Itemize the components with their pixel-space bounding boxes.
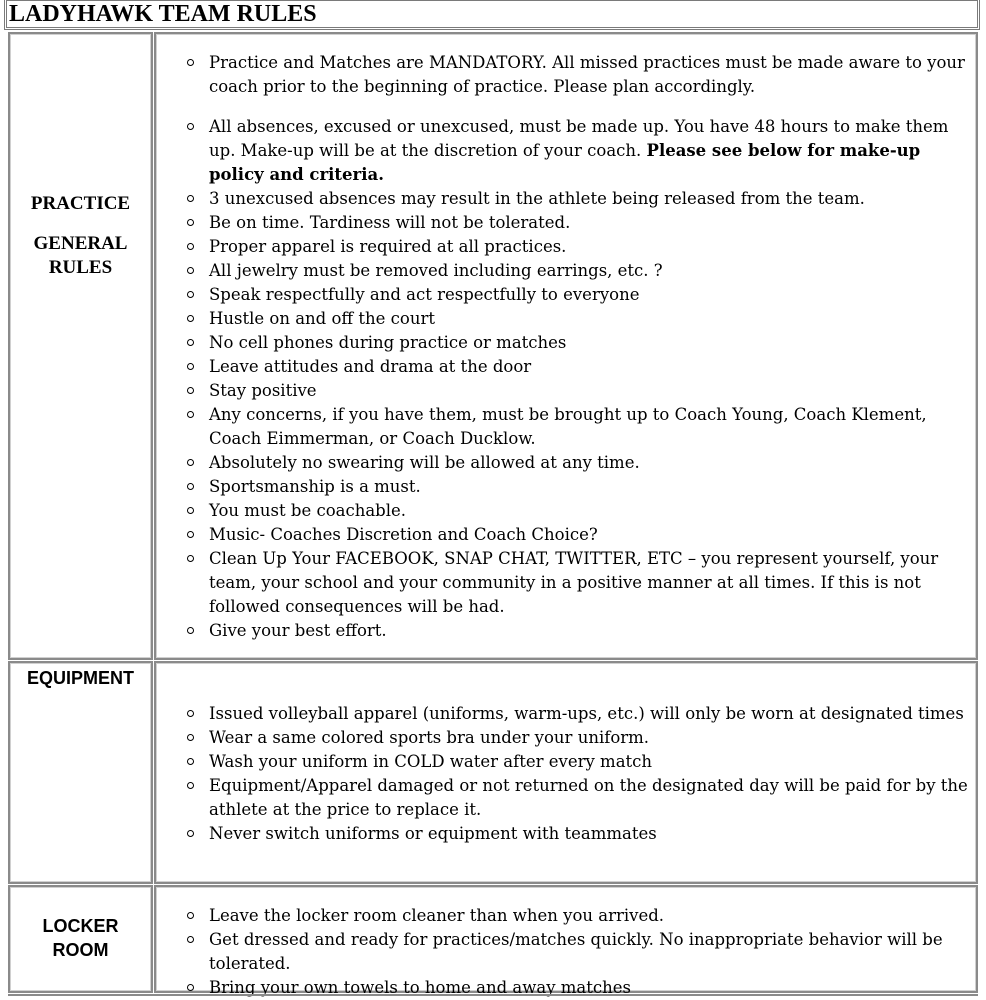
list-item: Leave the locker room cleaner than when you arrived. <box>156 904 976 928</box>
equipment-rules-cell <box>154 661 978 884</box>
bullet-icon <box>187 936 194 943</box>
practice-label <box>10 192 151 280</box>
list-item: Absolutely no swearing will be allowed at any time. <box>156 451 976 475</box>
list-item: Be on time. Tardiness will not be tolerated. <box>156 211 976 235</box>
bullet-icon <box>187 387 194 394</box>
equipment-label-cell <box>8 661 153 884</box>
bullet-icon <box>187 483 194 490</box>
list-item: All absences, excused or unexcused, must be made up. You have 48 hours to make them up. Make-up will be at the discretion of your coach. Please see below for make-up policy and criteria. <box>156 115 976 187</box>
list-item: You must be coachable. <box>156 499 976 523</box>
list-item: Practice and Matches are MANDATORY. All missed practices must be made aware to your coach prior to the beginning of practice. Please plan accordingly. <box>156 51 976 99</box>
bullet-icon <box>187 411 194 418</box>
bullet-icon <box>187 734 194 741</box>
list-item: Hustle on and off the court <box>156 307 976 331</box>
equipment-rules-list <box>156 663 976 846</box>
bullet-icon <box>187 315 194 322</box>
equipment-label: EQUIPMENT <box>26 668 134 688</box>
bullet-icon <box>187 555 194 562</box>
list-item: Wash your uniform in COLD water after every match <box>156 750 976 774</box>
list-item: Stay positive <box>156 379 976 403</box>
list-item: Equipment/Apparel damaged or not returned on the designated day will be paid for by the athlete at the price to replace it. <box>156 774 976 822</box>
document-title: LADYHAWK TEAM RULES <box>6 0 978 28</box>
list-item: Sportsmanship is a must. <box>156 475 976 499</box>
bullet-icon <box>187 195 194 202</box>
locker-room-label-line1: LOCKER <box>42 916 119 936</box>
bullet-icon <box>187 912 194 919</box>
bullet-icon <box>187 291 194 298</box>
list-item: Music- Coaches Discretion and Coach Choice? <box>156 523 976 547</box>
practice-label-cell <box>8 32 153 660</box>
practice-label-line1: PRACTICE <box>30 193 131 214</box>
bullet-icon <box>187 123 194 130</box>
locker-room-label <box>10 914 151 962</box>
bullet-icon <box>187 758 194 765</box>
list-item: Clean Up Your FACEBOOK, SNAP CHAT, TWITTER, ETC – you represent yourself, your team, your school and your community in a positive manner at all times. If this is not followed consequences will be had. <box>156 547 976 619</box>
bullet-icon <box>187 984 194 991</box>
bullet-icon <box>187 243 194 250</box>
bullet-icon <box>187 507 194 514</box>
practice-label-line3: RULES <box>48 257 113 278</box>
bullet-icon <box>187 59 194 66</box>
bullet-icon <box>187 459 194 466</box>
bullet-icon <box>187 219 194 226</box>
locker-room-label-line2: ROOM <box>52 940 109 960</box>
locker-room-rules-list <box>156 887 976 1000</box>
list-item: Bring your own towels to home and away matches <box>156 976 976 1000</box>
list-item: Proper apparel is required at all practices. <box>156 235 976 259</box>
list-item: Get dressed and ready for practices/matches quickly. No inappropriate behavior will be tolerated. <box>156 928 976 976</box>
bullet-icon <box>187 267 194 274</box>
bullet-icon <box>187 710 194 717</box>
list-item: No cell phones during practice or matches <box>156 331 976 355</box>
bullet-icon <box>187 531 194 538</box>
list-item: Issued volleyball apparel (uniforms, warm-ups, etc.) will only be worn at designated times <box>156 702 976 726</box>
list-item: Speak respectfully and act respectfully to everyone <box>156 283 976 307</box>
bullet-icon <box>187 782 194 789</box>
practice-rules-list <box>156 34 976 643</box>
bullet-icon <box>187 363 194 370</box>
bullet-icon <box>187 339 194 346</box>
practice-rules-cell <box>154 32 978 660</box>
list-item: Wear a same colored sports bra under your uniform. <box>156 726 976 750</box>
locker-room-label-cell <box>8 885 153 993</box>
make-up-policy-note: Please see below for make-up policy and criteria. <box>209 141 921 184</box>
bullet-icon <box>187 627 194 634</box>
list-item: Leave attitudes and drama at the door <box>156 355 976 379</box>
practice-label-line2: GENERAL <box>33 233 128 254</box>
list-item: Any concerns, if you have them, must be brought up to Coach Young, Coach Klement, Coach Eimmerman, or Coach Ducklow. <box>156 403 976 451</box>
list-item: Never switch uniforms or equipment with teammates <box>156 822 976 846</box>
bullet-icon <box>187 830 194 837</box>
list-item: Give your best effort. <box>156 619 976 643</box>
list-item: All jewelry must be removed including earrings, etc. ? <box>156 259 976 283</box>
next-row-border <box>8 994 978 1000</box>
list-item: 3 unexcused absences may result in the athlete being released from the team. <box>156 187 976 211</box>
locker-room-rules-cell <box>154 885 978 997</box>
